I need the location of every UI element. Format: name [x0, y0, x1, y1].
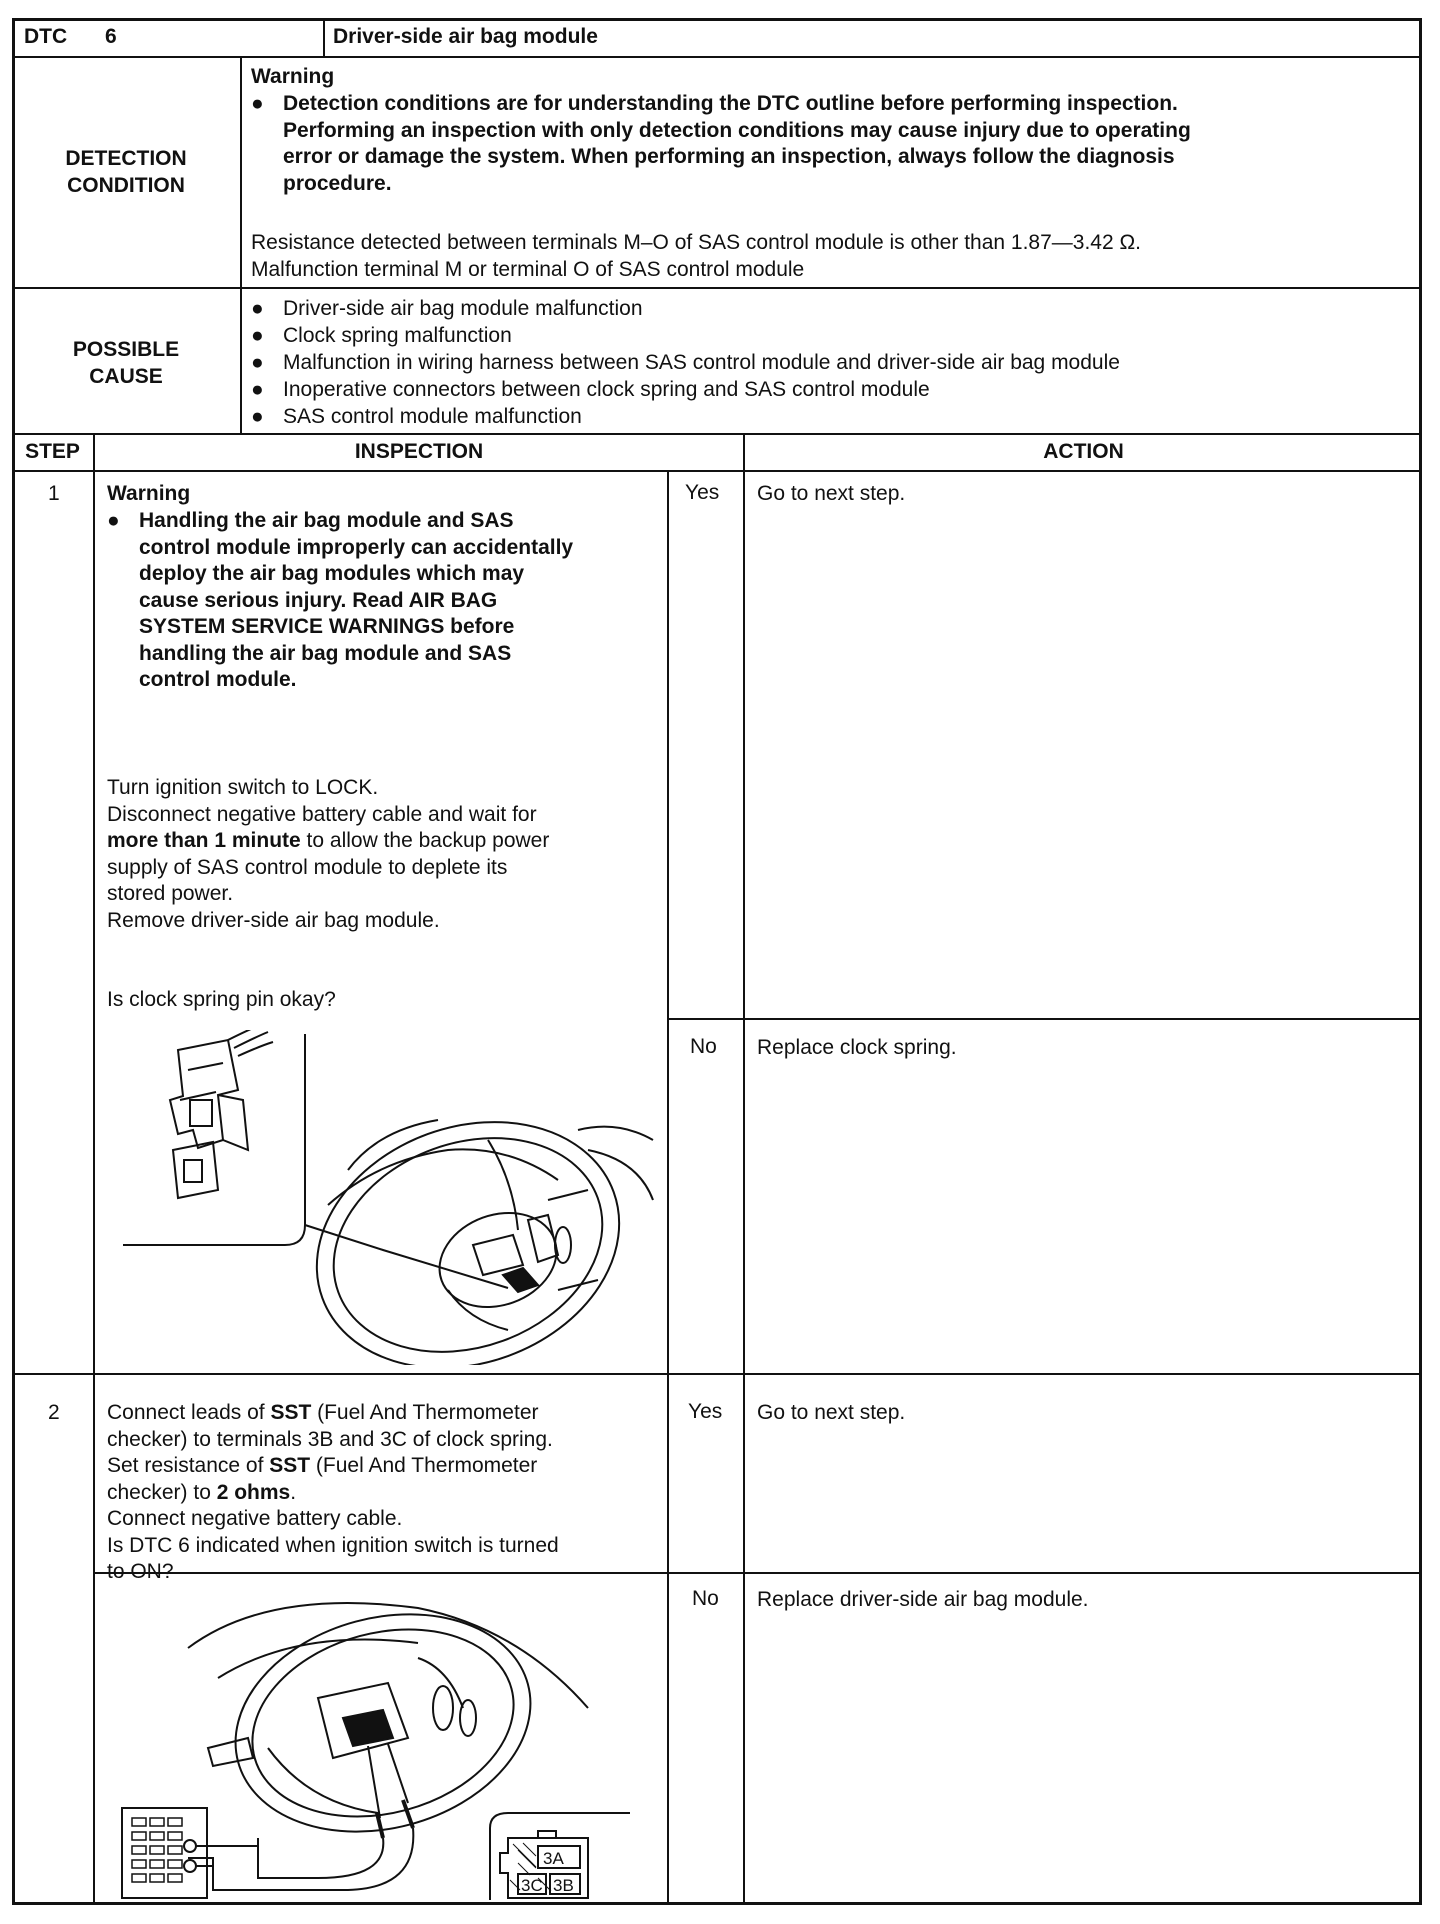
col-divider-label [240, 56, 242, 434]
row-divider-step1-yesno [667, 1018, 1422, 1020]
row-divider-cause [12, 433, 1422, 435]
row-divider-header [12, 56, 1422, 58]
wait-emphasis: more than 1 minute [107, 829, 301, 852]
dtc-number: 6 [105, 25, 117, 48]
row-divider-step1 [12, 1373, 1422, 1375]
row-divider-detection [12, 287, 1422, 289]
bullet-icon: ● [107, 509, 120, 532]
step1-warning-text: Handling the air bag module and SAS control module improperly can accidentally deploy the air bag modules which may cause serious injury. Read AIR BAG SYSTEM SERVICE WARNINGS before handling the air bag module and SAS control module. [139, 509, 574, 691]
col-divider-dtc [323, 18, 325, 57]
column-header-action: ACTION [1043, 440, 1124, 463]
page-title: Driver-side air bag module [333, 25, 598, 48]
step-number: 2 [48, 1401, 60, 1424]
bullet-icon: ● [251, 351, 264, 374]
step2-instructions: Connect leads of SST (Fuel And Thermometer checker) to terminals 3B and 3C of clock spring. Set resistance of SST (Fuel And Thermometer checker) to 2 ohms. Connect negative battery cable. Is DTC 6 indicated when ignition switch is turned to ON? [107, 1401, 559, 1583]
terminal-label-3c: 3C [521, 1876, 543, 1895]
step1-question: Is clock spring pin okay? [107, 988, 336, 1011]
column-header-inspection: INSPECTION [354, 440, 484, 463]
step1-no-action: Replace clock spring. [757, 1036, 957, 1059]
bullet-icon: ● [251, 297, 264, 320]
col-divider-inspection-action [743, 433, 745, 1905]
bullet-icon: ● [251, 405, 264, 428]
row-divider-step2-yesno [667, 1572, 1422, 1574]
dtc-label: DTC [24, 25, 68, 48]
terminal-label-3b: 3B [553, 1876, 574, 1895]
step2-yes-label: Yes [688, 1400, 723, 1423]
cause-label: POSSIBLE CAUSE [72, 338, 180, 388]
terminal-label-3a: 3A [543, 1849, 564, 1868]
step1-yes-action: Go to next step. [757, 482, 906, 505]
col-divider-yesno [667, 470, 669, 1905]
step2-no-label: No [692, 1587, 719, 1610]
step2-yes-action: Go to next step. [757, 1401, 906, 1424]
column-header-step: STEP [25, 440, 80, 463]
row-divider-columns [12, 470, 1422, 472]
col-divider-step [93, 433, 95, 1905]
step1-yes-label: Yes [685, 481, 720, 504]
step1-warning-heading: Warning [107, 482, 191, 505]
cause-item: Inoperative connectors between clock spring and SAS control module [283, 378, 930, 401]
step2-no-action: Replace driver-side air bag module. [757, 1588, 1089, 1611]
cause-item: Clock spring malfunction [283, 324, 512, 347]
detection-warning-heading: Warning [251, 65, 335, 88]
detection-condition-text: Resistance detected between terminals M–O of SAS control module is other than 1.87—3.42 Ω. Malfunction terminal M or terminal O of SAS control module [251, 231, 1142, 281]
detection-warning-text: Detection conditions are for understanding the DTC outline before performing inspection. Performing an inspection with only detection conditions may cause injury due to operating error or damage the system. When performing an inspection, always follow the diagnosis procedure. [283, 92, 1191, 195]
detection-label: DETECTION CONDITION [65, 147, 187, 197]
cause-item: Malfunction in wiring harness between SAS control module and driver-side air bag module [283, 351, 1120, 374]
bullet-icon: ● [251, 92, 264, 115]
cause-item: Driver-side air bag module malfunction [283, 297, 643, 320]
bullet-icon: ● [251, 324, 264, 347]
step1-instructions: Turn ignition switch to LOCK. Disconnect negative battery cable and wait for more than 1 minute to allow the backup power supply of SAS control module to deplete its stored power. Remove driver-side air bag module. [107, 776, 550, 932]
sst-connection-illustration [118, 1588, 658, 1900]
bullet-icon: ● [251, 378, 264, 401]
clock-spring-illustration [118, 1030, 658, 1365]
step1-no-label: No [690, 1035, 717, 1058]
step-number: 1 [48, 482, 60, 505]
cause-item: SAS control module malfunction [283, 405, 582, 428]
